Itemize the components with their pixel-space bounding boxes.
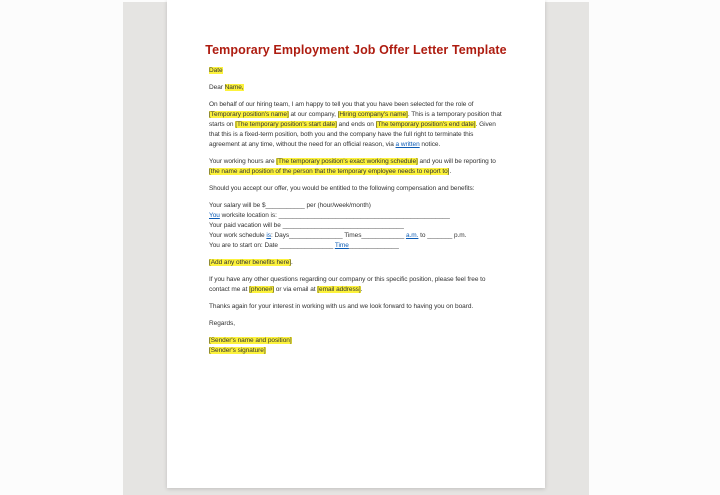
text-segment: Your salary will be $___________ per (hour/week/month): [209, 202, 371, 209]
text-segment: Regards,: [209, 320, 235, 327]
letter-body: [209, 66, 525, 363]
text-segment: If you have any other questions regarding our company or this specific position, please feel free to: [209, 276, 486, 283]
letter-line: [209, 319, 525, 329]
text-segment: Your paid vacation will be __________________________________: [209, 222, 404, 229]
text-segment: .: [449, 168, 452, 175]
salutation: [209, 83, 525, 93]
letter-line: [209, 167, 525, 177]
text-segment: ______________: [348, 242, 399, 249]
questions-paragraph: [209, 275, 525, 295]
text-segment: : Days_______________ Times____________: [270, 232, 406, 239]
highlight-placeholder: Date: [209, 67, 223, 74]
text-segment: starts on: [209, 121, 236, 128]
letter-line: [209, 140, 525, 150]
text-segment: On behalf of our hiring team, I am happy to tell you that you have been selected for the role of: [209, 101, 474, 108]
text-segment: Your working hours are: [209, 158, 277, 165]
letter-line: [209, 184, 525, 194]
date-line: [209, 66, 525, 76]
text-segment: agreement at any time, without the need for an official reason, via: [209, 141, 396, 148]
highlight-placeholder: [Hiring company's name]: [337, 111, 408, 118]
highlight-placeholder: [Sender's name and position]: [209, 337, 292, 344]
letter-line: [209, 231, 525, 241]
letter-line: [209, 201, 525, 211]
letter-page: [167, 0, 545, 488]
compensation-intro: [209, 184, 525, 194]
letter-line: [209, 130, 525, 140]
letter-line: [209, 285, 525, 295]
text-segment: .: [291, 259, 293, 266]
highlight-placeholder: [the name and position of the person that the temporary employee needs to report to]: [209, 168, 450, 175]
other-benefits-line: [209, 258, 525, 268]
letter-line: [209, 336, 525, 346]
closing: [209, 319, 525, 329]
text-segment: Your work schedule: [209, 232, 267, 239]
underlined-text: is: [266, 232, 271, 239]
text-segment: at our company,: [288, 111, 338, 118]
text-segment: that this is a fixed-term position, both you and the company have the full right to terminate this: [209, 131, 474, 138]
document-title: Temporary Employment Job Offer Letter Template: [205, 43, 507, 57]
compensation-form-lines: [209, 201, 525, 251]
working-hours-paragraph: [209, 157, 525, 177]
letter-line: [209, 120, 525, 130]
letter-line: [209, 100, 525, 110]
letter-line: [209, 346, 525, 356]
highlight-placeholder: [Sender's signature]: [209, 347, 266, 354]
text-segment: and ends on: [336, 121, 376, 128]
highlight-placeholder: [The temporary position's exact working schedule]: [276, 158, 418, 165]
text-segment: Dear: [209, 84, 225, 91]
highlight-placeholder: [email address]: [317, 286, 361, 293]
letter-line: [209, 66, 525, 76]
letter-line: [209, 221, 525, 231]
text-segment: and you will be reporting to: [417, 158, 496, 165]
text-segment: notice.: [419, 141, 441, 148]
text-segment: contact me at: [209, 286, 250, 293]
letter-line: [209, 302, 525, 312]
text-segment: or via email at: [274, 286, 318, 293]
letter-line: [209, 241, 525, 251]
text-segment: . Given: [475, 121, 496, 128]
highlight-placeholder: [The temporary position's end date]: [375, 121, 476, 128]
highlight-placeholder: [The temporary position's start date]: [235, 121, 337, 128]
text-segment: to _______ p.m.: [418, 232, 467, 239]
text-segment: worksite location is: ________________________________________________: [219, 212, 450, 219]
text-segment: Should you accept our offer, you would be entitled to the following compensation and benefits:: [209, 185, 475, 192]
letter-line: [209, 258, 525, 268]
underlined-text: a.m.: [405, 232, 419, 239]
underlined-text: a written: [395, 141, 420, 148]
highlight-placeholder: [Temporary position's name]: [209, 111, 289, 118]
highlight-placeholder: [Add any other benefits here]: [209, 259, 292, 266]
letter-line: [209, 275, 525, 285]
text-segment: Thanks again for your interest in working with us and we look forward to having you on board.: [209, 303, 474, 310]
text-segment: You are to start on: Date _______________: [209, 242, 335, 249]
letter-line: [209, 157, 525, 167]
text-segment: .: [360, 286, 363, 293]
letter-line: [209, 83, 525, 93]
letter-line: [209, 110, 525, 120]
highlight-placeholder: Name,: [224, 84, 244, 91]
underlined-text: You: [209, 212, 220, 219]
highlight-placeholder: [phone#]: [249, 286, 275, 293]
underlined-text: Time: [334, 242, 349, 249]
signature-block: [209, 336, 525, 356]
thanks-paragraph: [209, 302, 525, 312]
text-segment: . This is a temporary position that: [407, 111, 502, 118]
intro-paragraph: [209, 100, 525, 150]
letter-line: [209, 211, 525, 221]
